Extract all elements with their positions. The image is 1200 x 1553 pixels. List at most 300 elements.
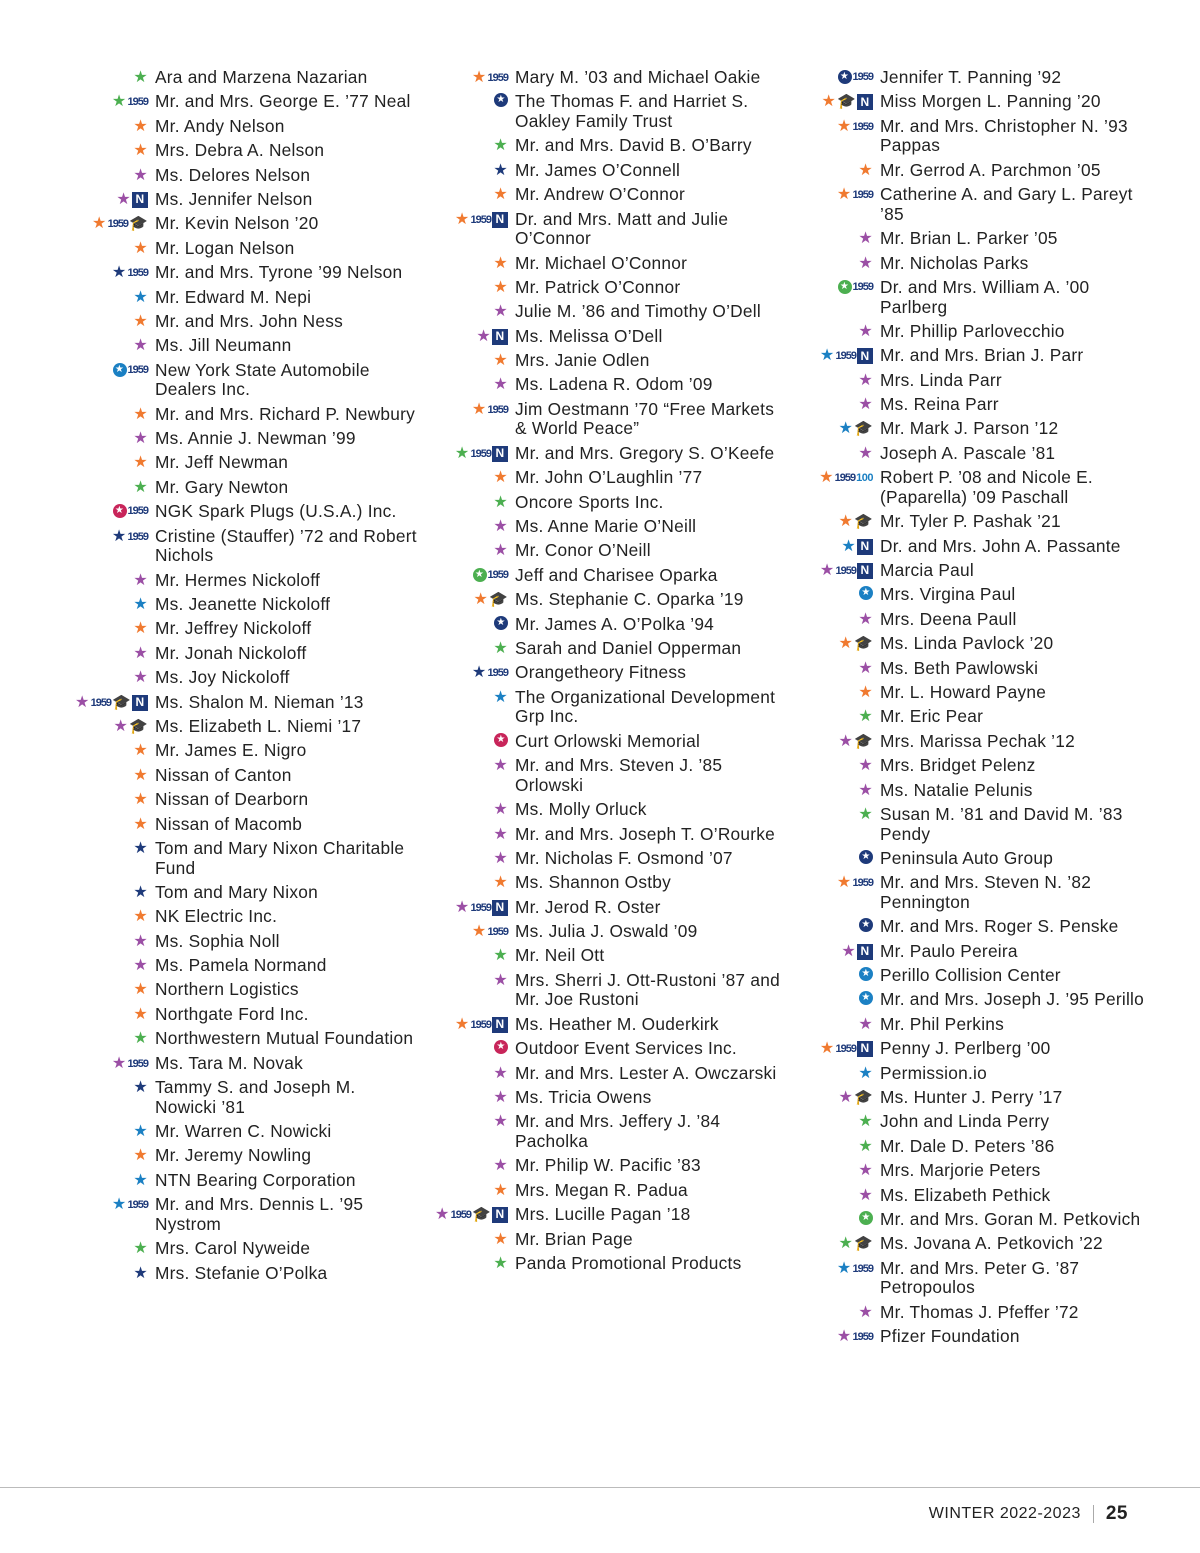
donor-entry <box>420 590 785 610</box>
purple-star-icon: ★ <box>434 1206 450 1224</box>
red-circle-star-icon: ★ <box>113 504 127 518</box>
donor-name: Ms. Jennifer Nelson <box>155 188 313 209</box>
donor-icons <box>785 229 880 248</box>
donor-name: Ms. Delores Nelson <box>155 164 311 185</box>
donor-icons <box>785 117 880 136</box>
donor-name: Mr. and Mrs. John Ness <box>155 310 343 331</box>
purple-star-icon: ★ <box>858 757 873 775</box>
centennial-100-icon: 100 <box>856 472 873 485</box>
donor-entry <box>785 732 1145 752</box>
purple-star-icon: ★ <box>858 1303 873 1321</box>
donor-icons <box>785 1210 880 1225</box>
n-logo-icon: N <box>132 192 148 208</box>
donor-name: Mr. Thomas J. Pfeffer ’72 <box>880 1301 1079 1322</box>
orange-star-icon: ★ <box>133 117 148 135</box>
donor-entry <box>420 1039 785 1059</box>
donor-icons <box>785 1186 880 1205</box>
graduation-cap-icon: 🎓 <box>112 693 131 711</box>
donor-icons <box>60 1171 155 1190</box>
1959-society-icon: 1959 <box>852 120 873 133</box>
donor-entry <box>60 429 420 449</box>
purple-star-icon: ★ <box>858 659 873 677</box>
donor-name: Mrs. Carol Nyweide <box>155 1238 311 1259</box>
red-circle-star-icon: ★ <box>494 1040 508 1054</box>
donor-name: Permission.io <box>880 1062 987 1083</box>
donor-icons <box>420 1181 515 1200</box>
donor-icons <box>60 312 155 331</box>
purple-star-icon: ★ <box>493 971 508 989</box>
donor-icons <box>420 688 515 707</box>
purple-star-icon: ★ <box>133 644 148 662</box>
donor-entry <box>420 302 785 322</box>
donor-entry <box>60 336 420 356</box>
donor-name: Northwestern Mutual Foundation <box>155 1028 414 1049</box>
donor-icons <box>60 405 155 424</box>
donor-name: NTN Bearing Corporation <box>155 1169 356 1190</box>
donor-entry <box>420 375 785 395</box>
donor-icons <box>60 980 155 999</box>
donor-icons <box>420 825 515 844</box>
donor-icons <box>60 68 155 87</box>
donor-name: Dr. and Mrs. John A. Passante <box>880 535 1121 556</box>
donor-icons <box>420 444 515 463</box>
green-star-icon: ★ <box>133 69 148 86</box>
donor-icons <box>785 1327 880 1346</box>
footer-divider <box>0 1487 1200 1488</box>
1959-society-icon: 1959 <box>852 877 873 890</box>
donor-column-3 <box>785 68 1145 1352</box>
donor-name: Penny J. Perlberg ’00 <box>880 1038 1051 1059</box>
donor-entry <box>420 136 785 156</box>
donor-entry <box>60 117 420 137</box>
purple-star-icon: ★ <box>493 1089 508 1107</box>
navy-star-icon: ★ <box>493 161 508 179</box>
donor-icons <box>60 527 155 546</box>
donor-name: Marcia Paul <box>880 560 974 581</box>
orange-star-icon: ★ <box>133 239 148 257</box>
donor-name: Ms. Jeanette Nickoloff <box>155 594 331 614</box>
graduation-cap-icon: 🎓 <box>129 215 148 233</box>
purple-star-icon: ★ <box>493 801 508 819</box>
donor-icons <box>60 502 155 519</box>
donor-name: Mr. Jerod R. Oster <box>515 896 661 917</box>
donor-icons <box>785 585 880 600</box>
donor-name: Ms. Stephanie C. Oparka ’19 <box>515 589 744 610</box>
donor-entry <box>420 1088 785 1108</box>
purple-star-icon: ★ <box>858 230 873 248</box>
donor-icons <box>60 429 155 448</box>
n-logo-icon: N <box>492 1207 508 1223</box>
donor-entry <box>785 1015 1145 1035</box>
donor-icons <box>785 873 880 892</box>
donor-entry <box>785 1112 1145 1132</box>
donor-name: Mr. Michael O’Connor <box>515 252 688 273</box>
donor-icons <box>785 1064 880 1083</box>
navy-star-icon: ★ <box>133 839 148 857</box>
1959-society-icon: 1959 <box>470 901 491 914</box>
graduation-cap-icon: 🎓 <box>129 717 148 735</box>
donor-icons <box>785 92 880 111</box>
donor-icons <box>785 805 880 824</box>
donor-entry <box>785 585 1145 605</box>
donor-entry <box>785 254 1145 274</box>
donor-icons <box>785 634 880 653</box>
1959-society-icon: 1959 <box>487 568 508 581</box>
donor-icons <box>60 619 155 638</box>
blue-star-icon: ★ <box>133 1171 148 1189</box>
n-logo-icon: N <box>857 94 873 110</box>
donor-entry <box>420 1181 785 1201</box>
n-logo-icon: N <box>492 446 508 462</box>
purple-star-icon: ★ <box>493 757 508 775</box>
donor-name: Mr. Jeffrey Nickoloff <box>155 618 312 639</box>
orange-star-icon: ★ <box>133 454 148 472</box>
donor-icons <box>420 971 515 990</box>
donor-icons <box>60 1122 155 1141</box>
1959-society-icon: 1959 <box>487 926 508 939</box>
donor-name: Mr. Eric Pear <box>880 706 984 727</box>
donor-entry <box>785 1161 1145 1181</box>
orange-star-icon: ★ <box>493 352 508 370</box>
purple-star-icon: ★ <box>116 190 131 208</box>
donor-entry <box>60 1195 420 1234</box>
donor-name: Mr. Nicholas F. Osmond ’07 <box>515 847 733 868</box>
donor-entry <box>785 1327 1145 1347</box>
1959-society-icon: 1959 <box>852 1331 873 1344</box>
donor-name: Tom and Mary Nixon <box>155 881 318 902</box>
issue-label: WINTER 2022-2023 <box>928 1505 1081 1522</box>
donor-icons <box>60 790 155 809</box>
donor-entry <box>785 805 1145 844</box>
footer-separator <box>1093 1505 1094 1523</box>
donor-name: Mr. and Mrs. Steven N. ’82 Pennington <box>880 872 1092 912</box>
purple-star-icon: ★ <box>133 571 148 589</box>
donor-icons <box>420 136 515 155</box>
purple-star-icon: ★ <box>858 1015 873 1033</box>
graduation-cap-icon: 🎓 <box>854 513 873 531</box>
donor-entry <box>420 210 785 249</box>
n-logo-icon: N <box>857 1041 873 1057</box>
donor-icons <box>785 849 880 864</box>
donor-name: Curt Orlowski Memorial <box>515 730 701 751</box>
donor-icons <box>60 166 155 185</box>
donor-name: Mr. Andrew O’Connor <box>515 184 685 205</box>
donor-name: Ms. Shalon M. Nieman ’13 <box>155 691 364 712</box>
donor-name: Tammy S. and Joseph M. Nowicki ’81 <box>155 1077 356 1117</box>
donor-icons <box>420 898 515 917</box>
purple-star-icon: ★ <box>493 1064 508 1082</box>
blue-star-icon: ★ <box>858 1064 873 1082</box>
donor-icons <box>420 946 515 965</box>
green-circle-star-icon: ★ <box>838 280 852 294</box>
donor-icons <box>60 766 155 785</box>
orange-star-icon: ★ <box>471 923 487 941</box>
donor-icons <box>420 1039 515 1054</box>
donor-entry <box>785 781 1145 801</box>
donor-entry <box>420 1254 785 1274</box>
donor-name: Mr. and Mrs. Joseph J. ’95 Perillo <box>880 989 1144 1010</box>
donor-name: Ms. Beth Pawlowski <box>880 657 1039 678</box>
donor-entry <box>785 990 1145 1010</box>
donor-name: Mr. James A. O’Polka ’94 <box>515 613 715 634</box>
purple-star-icon: ★ <box>493 542 508 560</box>
blue-circle-star-icon: ★ <box>859 586 873 600</box>
donor-entry <box>60 453 420 473</box>
donor-name: Mary M. ’03 and Michael Oakie <box>515 67 761 87</box>
donor-icons <box>60 1195 155 1214</box>
donor-entry <box>420 946 785 966</box>
orange-star-icon: ★ <box>454 1015 470 1033</box>
donor-icons <box>420 541 515 560</box>
navy-circle-star-icon: ★ <box>859 850 873 864</box>
purple-star-icon: ★ <box>858 781 873 799</box>
donor-icons <box>785 966 880 981</box>
donor-entry <box>785 561 1145 581</box>
donor-icons <box>420 756 515 775</box>
green-star-icon: ★ <box>133 478 148 496</box>
blue-star-icon: ★ <box>111 1196 127 1214</box>
donor-entry <box>420 639 785 659</box>
donor-icons <box>420 1064 515 1083</box>
donor-entry <box>60 141 420 161</box>
orange-star-icon: ★ <box>471 400 487 418</box>
donor-icons <box>785 1161 880 1180</box>
donor-entry <box>60 1146 420 1166</box>
donor-name: Tom and Mary Nixon Charitable Fund <box>155 837 405 878</box>
donor-name: Robert P. ’08 and Nicole E. (Paparella) ’09 Paschall <box>880 467 1093 507</box>
donor-name: Orangetheory Fitness <box>515 662 687 683</box>
donor-name: Mr. Edward M. Nepi <box>155 286 312 307</box>
orange-star-icon: ★ <box>819 1040 835 1058</box>
orange-star-icon: ★ <box>454 210 470 228</box>
donor-entry <box>60 527 420 566</box>
donor-icons <box>785 707 880 726</box>
donor-name: Dr. and Mrs. Matt and Julie O’Connor <box>515 208 729 249</box>
donor-icons <box>785 1234 880 1253</box>
purple-star-icon: ★ <box>858 254 873 272</box>
donor-icons <box>60 839 155 858</box>
donor-name: Ms. Annie J. Newman ’99 <box>155 428 356 449</box>
donor-name: Mr. Phillip Parlovecchio <box>880 320 1065 341</box>
donor-name: Mr. and Mrs. Goran M. Petkovich <box>880 1208 1141 1229</box>
n-logo-icon: N <box>857 944 873 960</box>
donor-name: New York State Automobile Dealers Inc. <box>155 359 370 400</box>
orange-star-icon: ★ <box>133 1005 148 1023</box>
donor-icons <box>785 756 880 775</box>
donor-entry <box>420 1015 785 1035</box>
donor-entry <box>60 839 420 878</box>
donor-name: Ms. Shannon Ostby <box>515 872 672 893</box>
donor-icons <box>420 278 515 297</box>
donor-icons <box>60 1264 155 1283</box>
donor-column-2 <box>420 68 785 1278</box>
1959-society-icon: 1959 <box>834 472 856 485</box>
donor-entry <box>420 1064 785 1084</box>
navy-circle-star-icon: ★ <box>494 616 508 630</box>
donor-entry <box>60 932 420 952</box>
donor-name: Mr. Hermes Nickoloff <box>155 569 321 590</box>
donor-icons <box>785 468 880 487</box>
donor-name: Mr. and Mrs. Gregory S. O’Keefe <box>515 442 775 463</box>
donor-icons <box>60 595 155 614</box>
donor-entry <box>420 873 785 893</box>
donor-entry <box>420 849 785 869</box>
donor-icons <box>785 278 880 295</box>
donor-name: Peninsula Auto Group <box>880 847 1054 868</box>
donor-icons <box>60 141 155 160</box>
donor-entry <box>420 351 785 371</box>
donor-icons <box>420 493 515 512</box>
navy-star-icon: ★ <box>133 883 148 901</box>
orange-star-icon: ★ <box>133 1147 148 1165</box>
donor-entry <box>420 1205 785 1225</box>
green-star-icon: ★ <box>133 1240 148 1258</box>
donor-name: Ms. Anne Marie O’Neill <box>515 516 697 537</box>
donor-icons <box>60 1005 155 1024</box>
donor-name: Ms. Natalie Pelunis <box>880 779 1033 800</box>
orange-star-icon: ★ <box>858 161 873 179</box>
blue-star-icon: ★ <box>819 347 835 365</box>
donor-name: Panda Promotional Products <box>515 1252 742 1273</box>
donor-name: Jennifer T. Panning ’92 <box>880 67 1062 87</box>
donor-icons <box>60 336 155 355</box>
donor-icons <box>785 395 880 414</box>
donor-entry <box>60 815 420 835</box>
donor-entry <box>420 1230 785 1250</box>
n-logo-icon: N <box>492 329 508 345</box>
donor-name: Ms. Reina Parr <box>880 394 999 415</box>
graduation-cap-icon: 🎓 <box>489 591 508 609</box>
donor-entry <box>60 1122 420 1142</box>
donor-entry <box>785 537 1145 557</box>
purple-star-icon: ★ <box>858 1186 873 1204</box>
purple-star-icon: ★ <box>493 1157 508 1175</box>
donor-entry <box>60 741 420 761</box>
orange-star-icon: ★ <box>493 1230 508 1248</box>
donor-entry <box>420 688 785 727</box>
donor-entry <box>785 229 1145 249</box>
donor-name: Mr. L. Howard Payne <box>880 681 1047 702</box>
purple-star-icon: ★ <box>111 1054 127 1072</box>
donor-entry <box>420 922 785 942</box>
donor-name: Mr. Nicholas Parks <box>880 252 1029 273</box>
donor-entry <box>785 873 1145 912</box>
donor-icons <box>60 571 155 590</box>
donor-entry <box>785 1303 1145 1323</box>
donor-name: Mrs. Janie Odlen <box>515 350 650 371</box>
donor-name: Mr. Brian Page <box>515 1228 633 1249</box>
donor-icons <box>785 1088 880 1107</box>
page-number: 25 <box>1105 1503 1128 1524</box>
donor-name: Mrs. Debra A. Nelson <box>155 140 325 161</box>
donor-name: Pfizer Foundation <box>880 1326 1020 1347</box>
donor-icons <box>785 419 880 438</box>
purple-star-icon: ★ <box>133 669 148 687</box>
navy-circle-star-icon: ★ <box>494 93 508 107</box>
n-logo-icon: N <box>857 539 873 555</box>
orange-star-icon: ★ <box>133 766 148 784</box>
purple-star-icon: ★ <box>493 303 508 321</box>
purple-star-icon: ★ <box>838 732 854 750</box>
donor-icons <box>420 1156 515 1175</box>
donor-icons <box>60 288 155 307</box>
donor-entry <box>420 971 785 1010</box>
donor-icons <box>420 68 515 87</box>
donor-icons <box>785 781 880 800</box>
donor-entry <box>785 161 1145 181</box>
donor-name: Mr. and Mrs. Joseph T. O’Rourke <box>515 823 776 844</box>
red-circle-star-icon: ★ <box>494 733 508 747</box>
donor-icons <box>420 1254 515 1273</box>
donor-entry <box>785 346 1145 366</box>
orange-star-icon: ★ <box>821 93 837 111</box>
donor-entry <box>420 254 785 274</box>
green-star-icon: ★ <box>111 93 127 111</box>
donor-name: Northern Logistics <box>155 979 299 1000</box>
donor-icons <box>420 1088 515 1107</box>
donor-entry <box>420 161 785 181</box>
donor-name: Mr. and Mrs. Brian J. Parr <box>880 345 1084 366</box>
donor-icons <box>60 1054 155 1073</box>
donor-entry <box>785 468 1145 507</box>
donor-icons <box>785 371 880 390</box>
purple-star-icon: ★ <box>858 396 873 414</box>
donor-name: Ms. Pamela Normand <box>155 955 327 976</box>
orange-star-icon: ★ <box>838 513 854 531</box>
donor-icons <box>420 254 515 273</box>
donor-name: Mr. Gary Newton <box>155 476 289 497</box>
donor-icons <box>420 468 515 487</box>
donor-entry <box>420 825 785 845</box>
navy-star-icon: ★ <box>471 664 487 682</box>
donor-entry <box>785 756 1145 776</box>
donor-entry <box>60 239 420 259</box>
donor-name: Mr. Jeff Newman <box>155 452 289 473</box>
donor-icons <box>60 668 155 687</box>
1959-society-icon: 1959 <box>450 1209 472 1222</box>
donor-icons <box>420 849 515 868</box>
donor-name: Mr. Dale D. Peters ’86 <box>880 1135 1055 1156</box>
donor-name: Susan M. ’81 and David M. ’83 Pendy <box>880 803 1123 844</box>
donor-icons <box>785 537 880 556</box>
purple-star-icon: ★ <box>858 1162 873 1180</box>
donor-icons <box>785 346 880 365</box>
donor-name: Ms. Jill Neumann <box>155 335 292 356</box>
green-star-icon: ★ <box>493 137 508 155</box>
donor-entry <box>60 571 420 591</box>
donor-entry <box>420 1112 785 1151</box>
donor-icons <box>785 322 880 341</box>
donor-icons <box>60 907 155 926</box>
orange-star-icon: ★ <box>133 981 148 999</box>
purple-star-icon: ★ <box>836 1328 852 1346</box>
orange-star-icon: ★ <box>819 469 834 487</box>
donor-entry <box>420 663 785 683</box>
donor-name: Jeff and Charisee Oparka <box>515 564 718 585</box>
purple-star-icon: ★ <box>493 825 508 843</box>
donor-entry <box>60 644 420 664</box>
purple-star-icon: ★ <box>133 166 148 184</box>
donor-icons <box>785 683 880 702</box>
donor-entry <box>60 956 420 976</box>
navy-star-icon: ★ <box>133 1079 148 1097</box>
donor-name: Oncore Sports Inc. <box>515 491 664 512</box>
donor-icons <box>420 92 515 107</box>
donor-name: Mrs. Lucille Pagan ’18 <box>515 1204 691 1225</box>
green-star-icon: ★ <box>838 1235 854 1253</box>
donor-name: Mr. Phil Perkins <box>880 1013 1005 1034</box>
donor-entry <box>420 278 785 298</box>
